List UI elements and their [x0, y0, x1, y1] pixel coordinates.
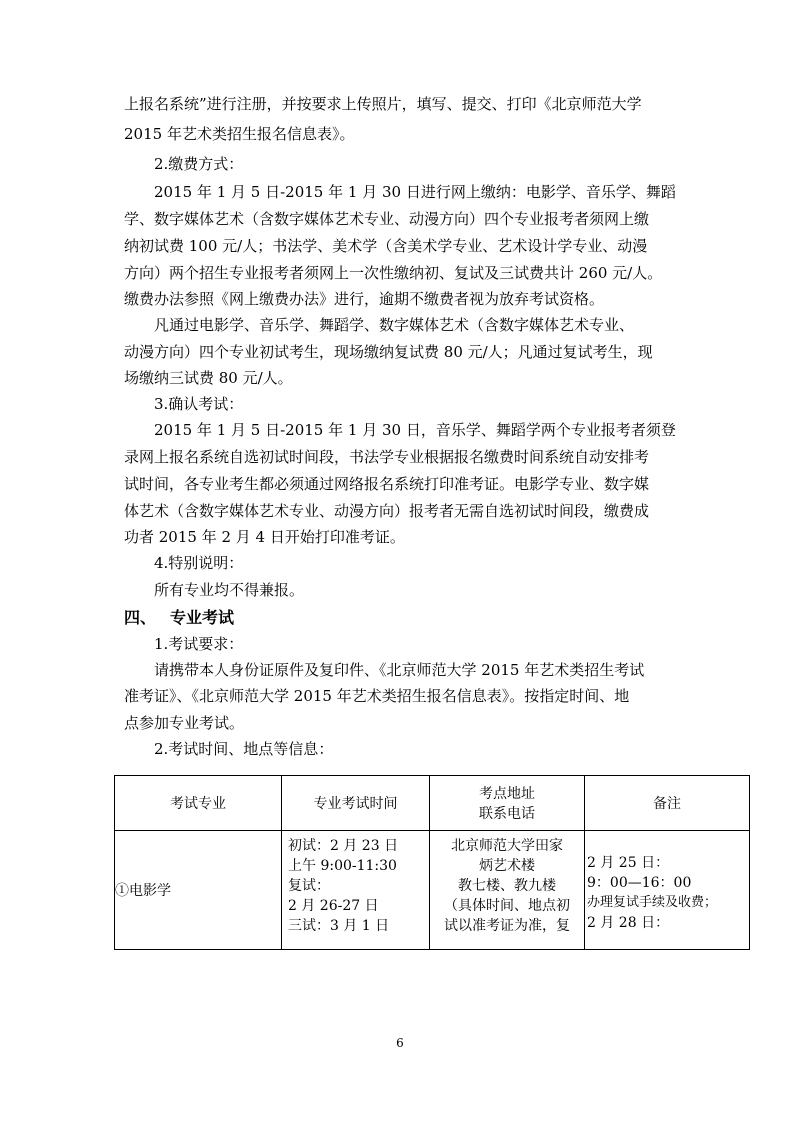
- body-line: 纳初试费 100 元/人；书法学、美术学（含美术学专业、艺术设计学专业、动漫: [124, 237, 648, 255]
- header-time: 专业考试时间: [282, 776, 430, 831]
- body-line: 动漫方向）四个专业初试考生，现场缴纳复试费 80 元/人；凡通过复试考生，现: [124, 343, 653, 361]
- site-line: 炳艺术楼: [479, 858, 535, 874]
- special-heading: 4.特别说明：: [154, 554, 244, 572]
- cell-major: ①电影学: [115, 831, 282, 950]
- body-line: 体艺术（含数字媒体艺术专业、动漫方向）报考者无需自选初试时间段，缴费成: [124, 502, 650, 520]
- header-site-line: 联系电话: [479, 806, 535, 822]
- body-line: 缴费办法参照《网上缴费办法》进行，逾期不缴费者视为放弃考试资格。: [124, 290, 605, 308]
- section-number: 四、: [124, 608, 157, 627]
- cell-remark: [585, 831, 750, 950]
- time-line: 2 月 26-27 日: [288, 898, 379, 914]
- site-line: 北京师范大学田家: [451, 838, 563, 854]
- confirm-heading: 3.确认考试：: [154, 395, 244, 413]
- body-line: 试时间，各专业考生都必须通过网络报名系统打印准考证。电影学专业、数字媒: [124, 475, 650, 493]
- header-major: 考试专业: [115, 776, 282, 831]
- body-line: 所有专业均不得兼报。: [154, 581, 305, 599]
- body-line: 方向）两个招生专业报考者须网上一次性缴纳初、复试及三试费共计 260 元/人。: [124, 264, 663, 282]
- header-site: [430, 776, 585, 831]
- exam-info-table: [114, 775, 750, 950]
- body-line: 录网上报名系统自选初试时间段，书法学专业根据报名缴费时间系统自动安排考: [124, 448, 650, 466]
- body-line: 2015 年艺术类招生报名信息表》。: [124, 125, 355, 143]
- site-line: 教七楼、教九楼: [458, 878, 556, 894]
- table-row: [115, 831, 750, 950]
- site-line: 试以准考证为准，复: [444, 918, 570, 934]
- page-number: 6: [396, 1036, 404, 1050]
- body-line: 上报名系统”进行注册，并按要求上传照片，填写、提交、打印《北京师范大学: [124, 95, 642, 113]
- info-heading: 2.考试时间、地点等信息：: [154, 740, 334, 758]
- site-line: （具体时间、地点初: [444, 898, 570, 914]
- remark-line: 9：00—16：00: [587, 875, 692, 891]
- time-line: 三试：3 月 1 日: [288, 918, 390, 934]
- body-line: 准考证》、《北京师范大学 2015 年艺术类招生报名信息表》。按指定时间、地: [124, 687, 630, 705]
- cell-site: [430, 831, 585, 950]
- body-line: 凡通过电影学、音乐学、舞蹈学、数字媒体艺术（含数字媒体艺术专业、: [154, 316, 635, 334]
- time-line: 复试：: [288, 878, 330, 894]
- header-site-line: 考点地址: [479, 786, 535, 802]
- body-line: 2015 年 1 月 5 日-2015 年 1 月 30 日，音乐学、舞蹈学两个专业报考者须登: [154, 421, 676, 439]
- time-line: 初试：2 月 23 日: [288, 838, 399, 854]
- body-line: 场缴纳三试费 80 元/人。: [124, 369, 293, 387]
- table-header-row: [115, 776, 750, 831]
- remark-line: 2 月 25 日：: [587, 855, 670, 871]
- body-line: 点参加专业考试。: [124, 714, 245, 732]
- cell-time: [282, 831, 430, 950]
- body-line: 功者 2015 年 2 月 4 日开始打印准考证。: [124, 528, 405, 546]
- remark-line: 2 月 28 日：: [587, 915, 670, 931]
- section-title: 专业考试: [170, 608, 235, 627]
- header-remark: 备注: [585, 776, 750, 831]
- time-line: 上午 9:00-11:30: [288, 858, 397, 874]
- body-line: 请携带本人身份证原件及复印件、《北京师范大学 2015 年艺术类招生考试: [154, 661, 645, 679]
- remark-line: 办理复试手续及收费；: [587, 895, 718, 910]
- payment-heading: 2.缴费方式：: [154, 155, 244, 173]
- body-line: 学、数字媒体艺术（含数字媒体艺术专业、动漫方向）四个专业报考者须网上缴: [124, 210, 650, 228]
- body-line: 2015 年 1 月 5 日-2015 年 1 月 30 日进行网上缴纳：电影学、音乐学、舞蹈: [154, 183, 676, 201]
- requirement-heading: 1.考试要求：: [154, 635, 244, 653]
